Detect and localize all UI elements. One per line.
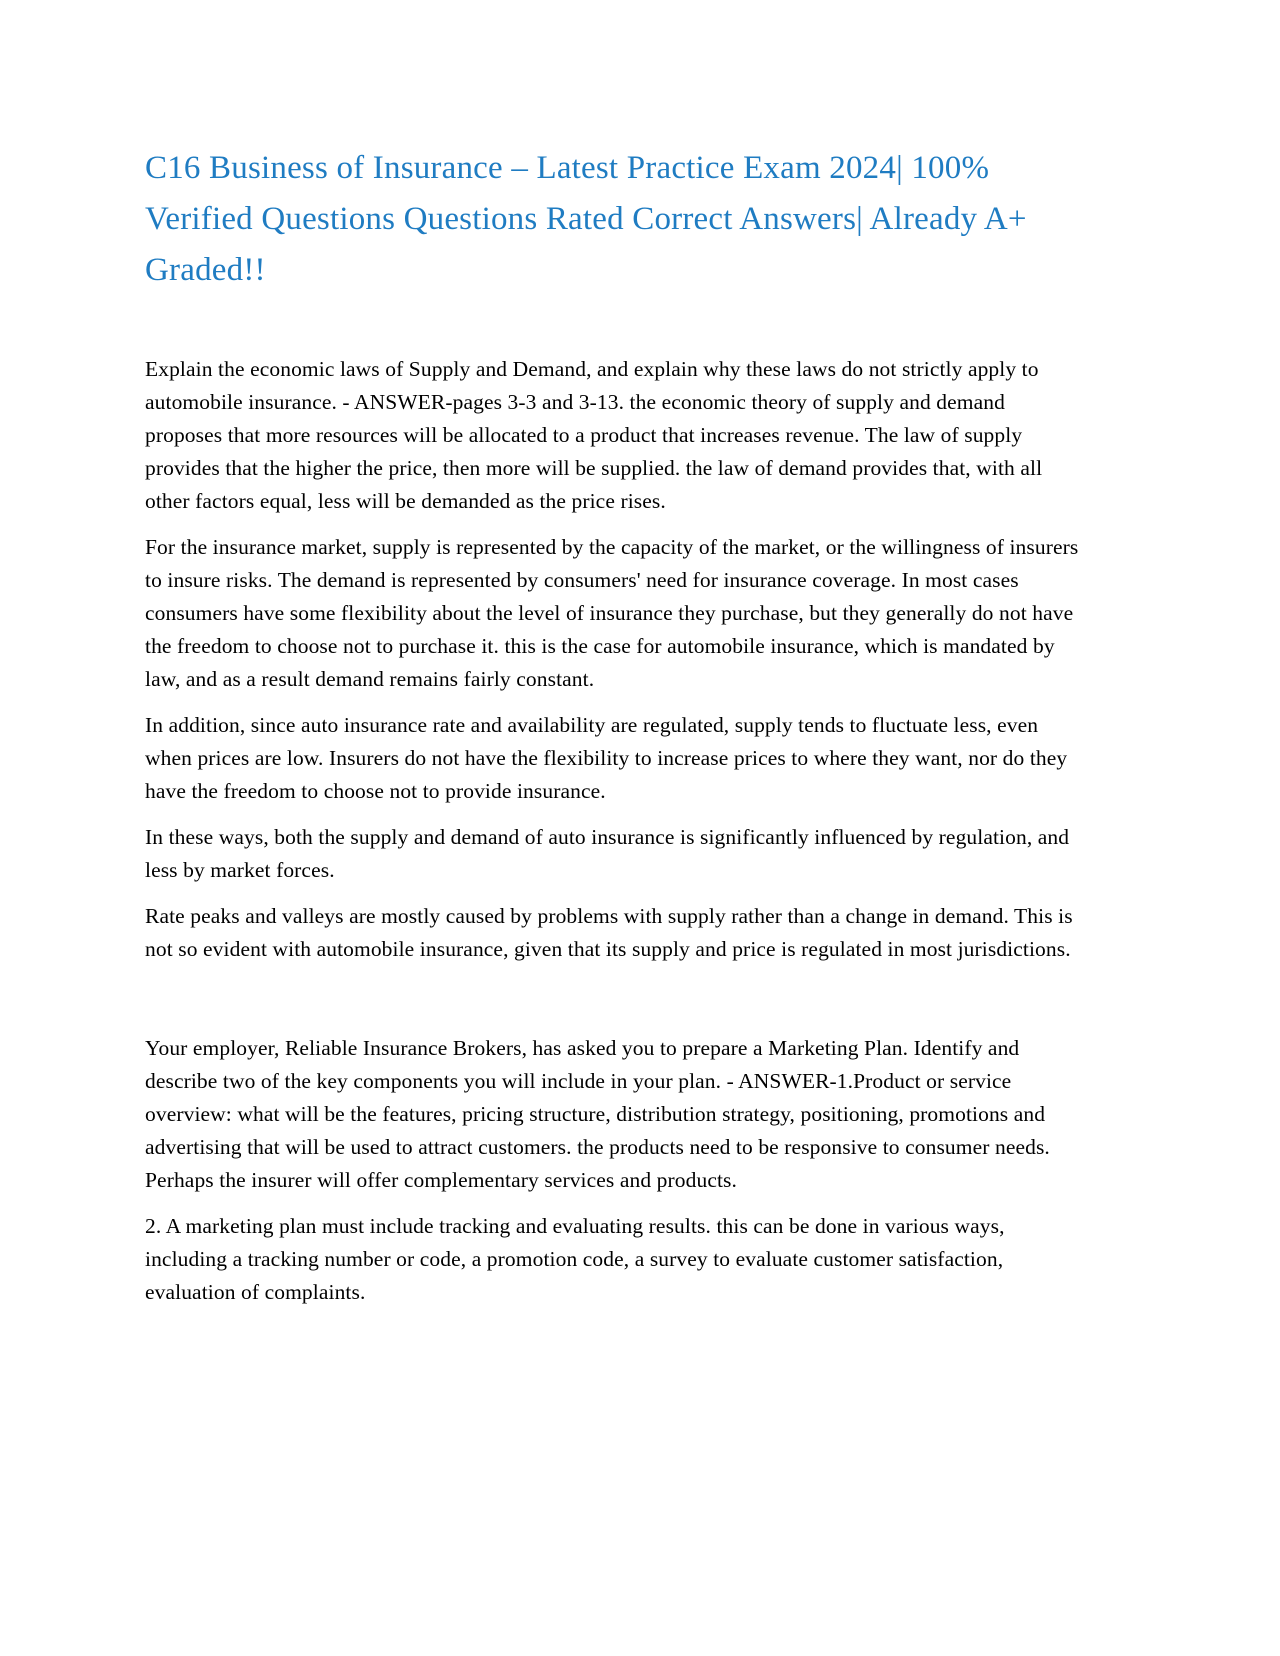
paragraph-q1-regulation: In addition, since auto insurance rate and availability are regulated, supply tends to fluctuate less, even when prices are low. Insurers do not have the flexibility to increase prices to where they want, nor do they have the freedom to choose not to provide insurance. bbox=[145, 713, 1068, 804]
paragraph-q1-market: For the insurance market, supply is represented by the capacity of the market, or the willingness of insurers to insure risks. The demand is represented by consumers' need for insurance coverage. In most cases consumers have some flexibility about the level of insurance they purchase, but they generally do not have the freedom to choose not to purchase it. this is the case for automobile insurance, which is mandated by law, and as a result demand remains fairly constant. bbox=[145, 535, 1079, 692]
document-title: C16 Business of Insurance – Latest Practice Exam 2024| 100% Verified Questions Questions Rated Correct Answers| Already A+ Graded!! bbox=[145, 150, 1027, 289]
question-block-supply-demand bbox=[145, 353, 1085, 966]
question-block-marketing-plan bbox=[145, 1032, 1085, 1309]
paragraph-q2-answer: Your employer, Reliable Insurance Brokers, has asked you to prepare a Marketing Plan. Identify and describe two of the key components you will include in your plan. - ANSWER-1.Product or service overview: what will be the features, pricing structure, distribution strategy, positioning, promotions and advertising that will be used to attract customers. the products need to be responsive to consumer needs. Perhaps the insurer will offer complementary services and products. bbox=[145, 1036, 1050, 1193]
paragraph-q1-rates: Rate peaks and valleys are mostly caused by problems with supply rather than a change in demand. This is not so evident with automobile insurance, given that its supply and price is regulated in most jurisdictions. bbox=[145, 904, 1073, 962]
paragraph-q1-summary: In these ways, both the supply and demand of auto insurance is significantly influenced by regulation, and less by market forces. bbox=[145, 825, 1070, 883]
paragraph-q2-tracking: 2. A marketing plan must include tracking and evaluating results. this can be done in various ways, including a tracking number or code, a promotion code, a survey to evaluate customer satisfaction, evaluation of complaints. bbox=[145, 1214, 1005, 1305]
paragraph-q1-answer: Explain the economic laws of Supply and Demand, and explain why these laws do not strictly apply to automobile insurance. - ANSWER-pages 3-3 and 3-13. the economic theory of supply and demand proposes that more resources will be allocated to a product that increases revenue. The law of supply provides that the higher the price, then more will be supplied. the law of demand provides that, with all other factors equal, less will be demanded as the price rises. bbox=[145, 357, 1043, 514]
